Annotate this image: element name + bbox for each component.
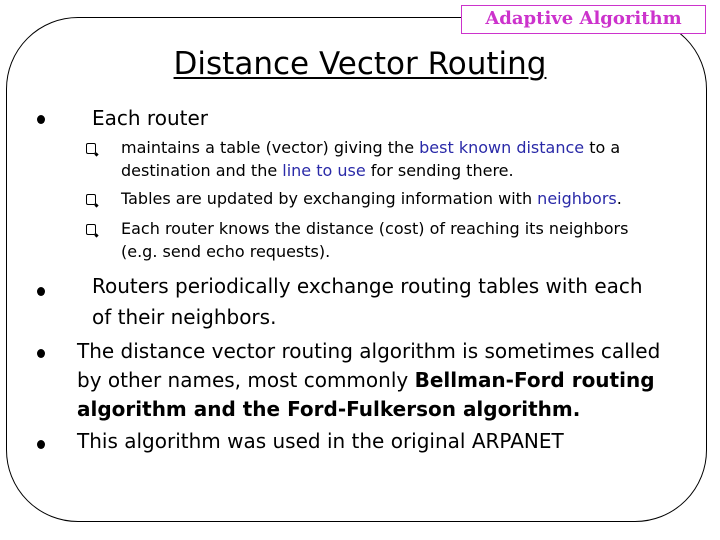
adaptive-algorithm-tag: Adaptive Algorithm — [461, 5, 706, 34]
bullet-exchange-line1: Routers periodically exchange routing tables with each — [92, 274, 643, 298]
bullet-dot — [37, 115, 45, 124]
slide-title: Distance Vector Routing — [173, 46, 547, 82]
bullet-dot — [37, 440, 45, 449]
checkbox-bullet-icon — [86, 224, 96, 235]
sub-item-maintains-line1: maintains a table (vector) giving the best known distance to a — [121, 138, 621, 157]
sub-item-knows-distance-line2: (e.g. send echo requests). — [121, 242, 331, 261]
checkbox-bullet-icon — [86, 143, 96, 154]
sub-item-tables-updated: Tables are updated by exchanging information with neighbors. — [121, 189, 622, 208]
bullet-other-names-line2: by other names, most commonly Bellman-Ford routing — [77, 368, 655, 392]
bullet-arpanet: This algorithm was used in the original ARPANET — [77, 429, 564, 453]
sub-item-knows-distance-line1: Each router knows the distance (cost) of reaching its neighbors — [121, 219, 629, 238]
bullet-other-names-line1: The distance vector routing algorithm is sometimes called — [77, 339, 661, 363]
bullet-each-router: Each router — [92, 106, 208, 130]
bullet-dot — [37, 287, 45, 296]
checkbox-bullet-icon — [86, 194, 96, 205]
bullet-exchange-line2: of their neighbors. — [92, 305, 277, 329]
bullet-other-names-line3: algorithm and the Ford-Fulkerson algorithm. — [77, 397, 581, 421]
sub-item-maintains-line2: destination and the line to use for sending there. — [121, 161, 514, 180]
bullet-dot — [37, 349, 45, 358]
